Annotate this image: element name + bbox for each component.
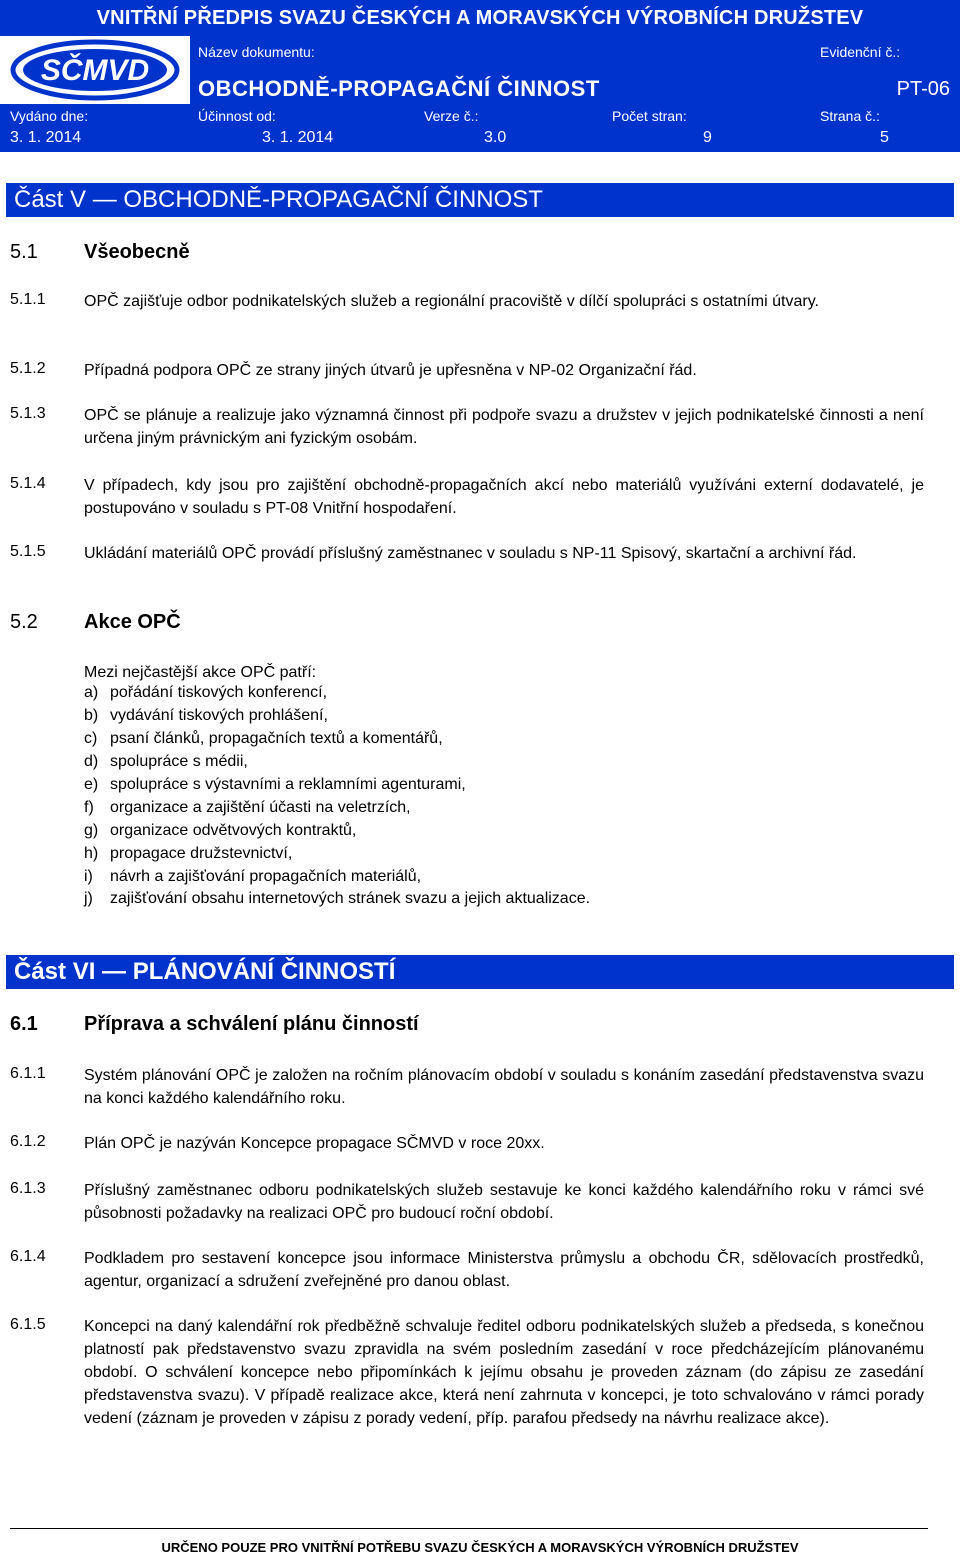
page-label: Strana č.: xyxy=(820,108,880,124)
item-5-1-2-text: Případná podpora OPČ ze strany jiných útvarů je upřesněna v NP-02 Organizační řád. xyxy=(84,362,697,379)
item-5-1-1-number: 5.1.1 xyxy=(10,291,46,308)
list-item: h) propagace družstevnictví, xyxy=(84,845,293,862)
item-6-1-2-number: 6.1.2 xyxy=(10,1133,46,1150)
item-6-1-2-text: Plán OPČ je nazýván Koncepce propagace SČMVD v roce 20xx. xyxy=(84,1135,545,1152)
item-6-1-3-text: Příslušný zaměstnanec odboru podnikatelských služeb sestavuje ke konci každého kalendářního roku v rámci své působnosti požadavky na realizaci OPČ pro budoucí roční období. xyxy=(84,1182,924,1222)
list-item: j) zajišťování obsahu internetových stránek svazu a jejich aktualizace. xyxy=(84,890,591,907)
header-meta-row xyxy=(0,104,960,152)
header-title: VNITŘNÍ PŘEDPIS SVAZU ČESKÝCH A MORAVSKÝCH VÝROBNÍCH DRUŽSTEV xyxy=(0,0,960,36)
item-6-1-5-text: Koncepci na daný kalendářní rok předběžně schvaluje ředitel odboru podnikatelských služeb a předseda, s konečnou platností pak představenstvo svazu zpravidla na svém posledním zasedání v roce předcházejícím plánovanému období. O schválení koncepce nebo připomínkách k jejímu obsahu je proveden záznam (do zápisu ze zasedání představenstva svazu). V případě realizace akce, která není zahrnuta v koncepci, je toto schvalováno v rámci porady vedení (záznam je proveden v zápisu z porady vedení, příp. parafou předsedy na návrhu realizace akce). xyxy=(84,1318,924,1427)
footer-text: URČENO POUZE PRO VNITŘNÍ POTŘEBU SVAZU ČESKÝCH A MORAVSKÝCH VÝROBNÍCH DRUŽSTEV xyxy=(161,1540,799,1555)
item-6-1-3-number: 6.1.3 xyxy=(10,1180,46,1197)
section-5-1-title: Všeobecně xyxy=(84,241,190,263)
item-6-1-1-text: Systém plánování OPČ je založen na ročním plánovacím období v souladu s konáním zasedání představenstva svazu na konci každého kalendářního roku. xyxy=(84,1067,924,1107)
section-5-2-title: Akce OPČ xyxy=(84,611,181,633)
footer-rule xyxy=(10,1528,928,1529)
section-5-2-number: 5.2 xyxy=(10,611,38,633)
section-5-1-number: 5.1 xyxy=(10,241,38,263)
list-item: b) vydávání tiskových prohlášení, xyxy=(84,707,328,724)
list-item: c) psaní článků, propagačních textů a komentářů, xyxy=(84,730,443,747)
list-item: i) návrh a zajišťování propagačních materiálů, xyxy=(84,868,422,885)
part-5-heading: Část V — OBCHODNĚ-PROPAGAČNÍ ČINNOST xyxy=(6,183,954,217)
item-5-1-1-text: OPČ zajišťuje odbor podnikatelských služeb a regionální pracoviště v dílčí spolupráci s ostatními útvary. xyxy=(84,293,819,310)
item-6-1-4-text: Podkladem pro sestavení koncepce jsou informace Ministerstva průmyslu a obchodu ČR, sdělovacích prostředků, agentur, organizací a sdružení zveřejněné pro danou oblast. xyxy=(84,1250,924,1290)
list-item: e) spolupráce s výstavními a reklamními agenturami, xyxy=(84,776,466,793)
effective-value: 3. 1. 2014 xyxy=(262,129,334,146)
doc-name-cell xyxy=(190,36,810,104)
item-5-1-4-number: 5.1.4 xyxy=(10,475,46,492)
part-6-heading: Část VI — PLÁNOVÁNÍ ČINNOSTÍ xyxy=(6,955,954,989)
item-6-1-5-number: 6.1.5 xyxy=(10,1316,46,1333)
evidence-cell xyxy=(810,36,960,104)
item-5-1-4-text: V případech, kdy jsou pro zajištění obchodně-propagačních akcí nebo materiálů využíváni externí dodavatelé, je postupováno v souladu s PT-08 Vnitřní hospodaření. xyxy=(84,477,924,517)
page-value: 5 xyxy=(880,129,889,146)
item-5-1-3-number: 5.1.3 xyxy=(10,405,46,422)
version-value: 3.0 xyxy=(484,129,507,146)
effective-label: Účinnost od: xyxy=(198,108,276,124)
item-6-1-4-number: 6.1.4 xyxy=(10,1248,46,1265)
item-5-1-2-number: 5.1.2 xyxy=(10,360,46,377)
doc-name-label: Název dokumentu: xyxy=(198,44,315,60)
evidence-number: PT-06 xyxy=(896,78,950,100)
doc-name: OBCHODNĚ-PROPAGAČNÍ ČINNOST xyxy=(198,76,600,101)
issued-label: Vydáno dne: xyxy=(10,108,89,124)
logo-image xyxy=(0,36,190,104)
section-6-1-title: Příprava a schválení plánu činností xyxy=(84,1013,419,1035)
pages-label: Počet stran: xyxy=(612,108,687,124)
list-item: a) pořádání tiskových konferencí, xyxy=(84,684,328,701)
document-header xyxy=(0,36,960,152)
item-5-1-5-text: Ukládání materiálů OPČ provádí příslušný zaměstnanec v souladu s NP-11 Spisový, skartační a archivní řád. xyxy=(84,545,857,562)
logo-cell xyxy=(0,36,190,104)
list-item: g) organizace odvětvových kontraktů, xyxy=(84,822,357,839)
section-6-1-number: 6.1 xyxy=(10,1013,38,1035)
actions-intro: Mezi nejčastější akce OPČ patří: xyxy=(84,664,317,681)
issued-value: 3. 1. 2014 xyxy=(10,129,82,146)
item-5-1-5-number: 5.1.5 xyxy=(10,543,46,560)
list-item: d) spolupráce s médii, xyxy=(84,753,248,770)
pages-value: 9 xyxy=(703,129,712,146)
list-item: f) organizace a zajištění účasti na veletrzích, xyxy=(84,799,411,816)
item-6-1-1-number: 6.1.1 xyxy=(10,1065,46,1082)
version-label: Verze č.: xyxy=(424,108,479,124)
item-5-1-3-text: OPČ se plánuje a realizuje jako významná činnost při podpoře svazu a družstev v jejich podnikatelské činnosti a není určena jiným právnickým ani fyzickým osobám. xyxy=(84,407,924,447)
evidence-label: Evidenční č.: xyxy=(820,44,901,60)
logo-text: SČMVD xyxy=(40,54,150,87)
